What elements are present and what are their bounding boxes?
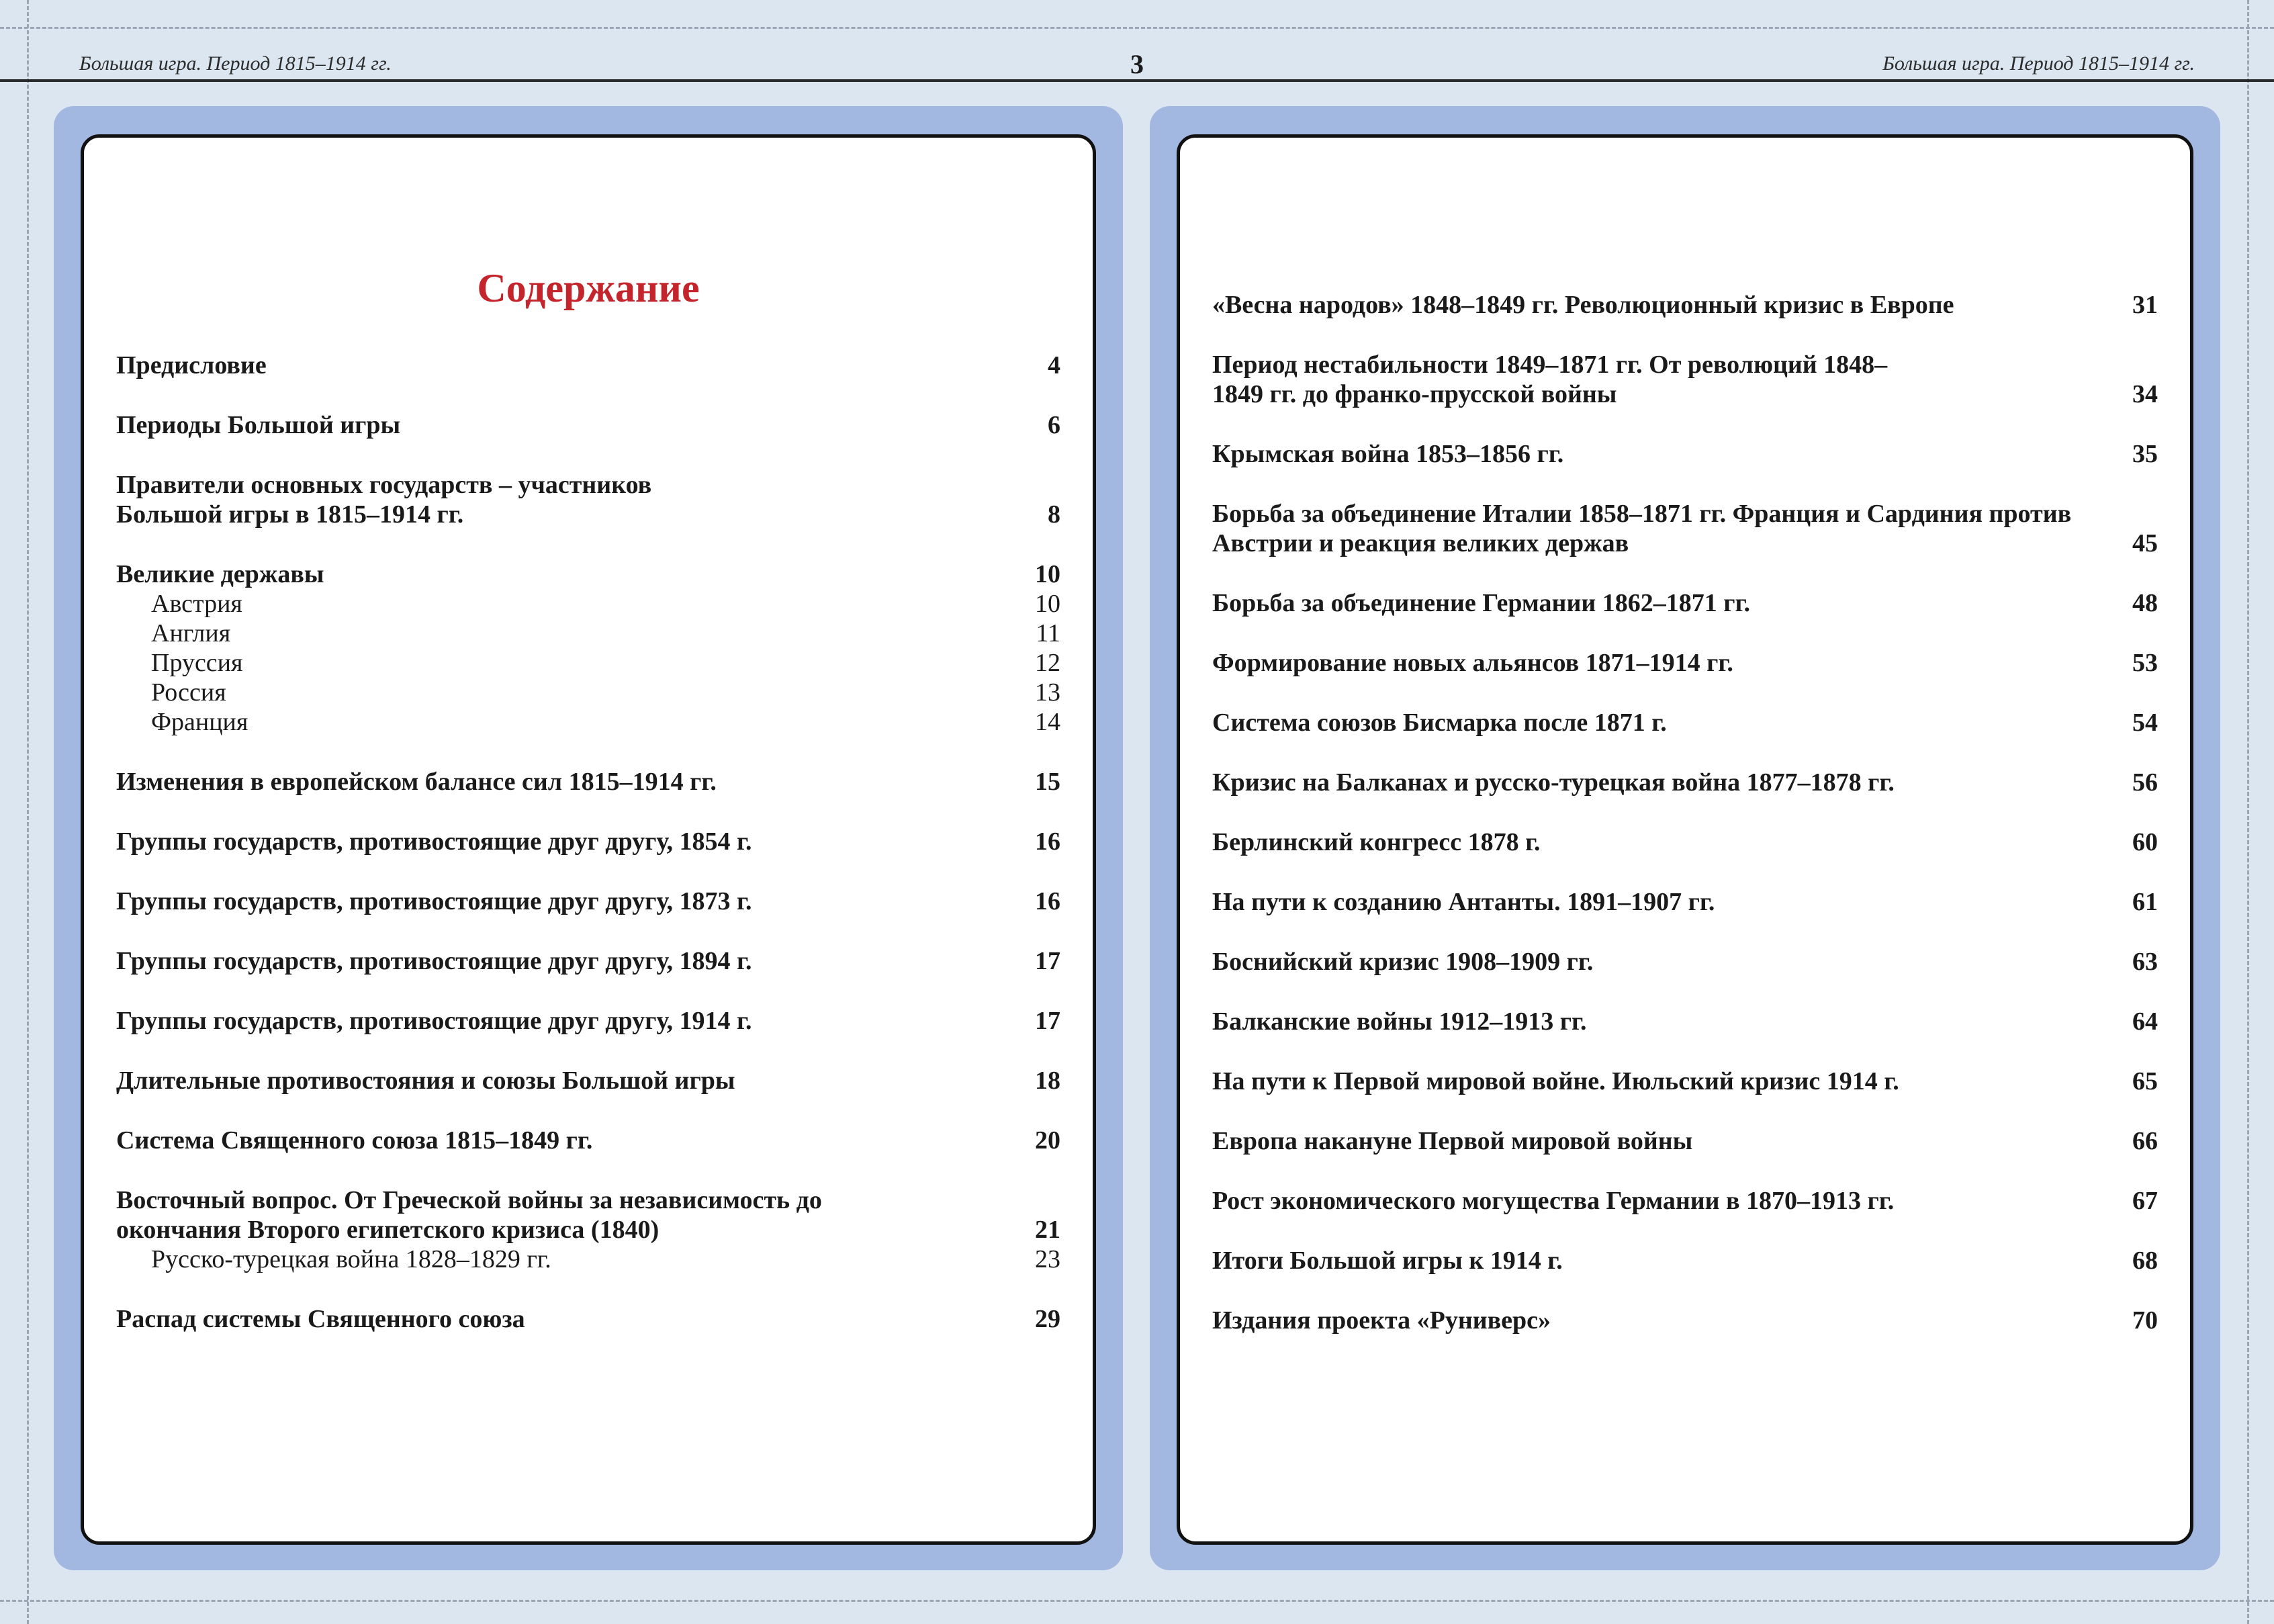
toc-subentry[interactable]: Франция 14 [151, 708, 1060, 736]
toc-entry[interactable]: На пути к созданию Антанты. 1891–1907 гг. 61 [1212, 888, 2158, 916]
toc-subentry[interactable]: Пруссия 12 [151, 649, 1060, 677]
toc-entry[interactable]: Группы государств, противостоящие друг другу, 1914 г. 17 [116, 1007, 1060, 1035]
toc-entry[interactable]: Предисловие 4 [116, 351, 1060, 379]
toc-entry[interactable]: Изменения в европейском балансе сил 1815–1914 гг. 15 [116, 768, 1060, 796]
trim-guide-bottom [0, 1600, 2274, 1602]
toc-entry[interactable]: Группы государств, противостоящие друг другу, 1854 г. 16 [116, 827, 1060, 856]
running-head-right: Большая игра. Период 1815–1914 гг. [1882, 52, 2195, 75]
running-head-left: Большая игра. Период 1815–1914 гг. [79, 52, 392, 75]
toc-entry[interactable]: Боснийский кризис 1908–1909 гг. 63 [1212, 948, 2158, 976]
toc-entry[interactable]: Периоды Большой игры 6 [116, 411, 1060, 439]
trim-guide-right [2247, 0, 2249, 1624]
trim-guide-left [27, 0, 29, 1624]
toc-entry[interactable]: Длительные противостояния и союзы Большой игры 18 [116, 1067, 1060, 1095]
toc-subentry[interactable]: Россия 13 [151, 678, 1060, 707]
toc-entry[interactable]: Группы государств, противостоящие друг другу, 1873 г. 16 [116, 887, 1060, 915]
toc-entry[interactable]: Крымская война 1853–1856 гг. 35 [1212, 440, 2158, 468]
toc-entry[interactable]: Восточный вопрос. От Греческой войны за независимость до окончания Второго египетского кризиса (1840) 21 [116, 1186, 1060, 1244]
toc-subentry[interactable]: Русско-турецкая война 1828–1829 гг. 23 [151, 1245, 1060, 1273]
toc-entry[interactable]: На пути к Первой мировой войне. Июльский кризис 1914 г. 65 [1212, 1067, 2158, 1095]
toc-entry[interactable]: Период нестабильности 1849–1871 гг. От революций 1848–1849 гг. до франко-прусской войны 34 [1212, 351, 2158, 408]
toc-entry[interactable]: Кризис на Балканах и русско-турецкая война 1877–1878 гг. 56 [1212, 768, 2158, 797]
toc-entry[interactable]: Берлинский конгресс 1878 г. 60 [1212, 828, 2158, 856]
header-rule [0, 79, 2274, 82]
trim-guide-top [0, 27, 2274, 29]
toc-title: Содержание [477, 266, 700, 310]
toc-subentry[interactable]: Австрия 10 [151, 590, 1060, 618]
toc-entry[interactable]: Борьба за объединение Германии 1862–1871 гг. 48 [1212, 589, 2158, 617]
toc-entry[interactable]: Правители основных государств – участников Большой игры в 1815–1914 гг. 8 [116, 471, 1060, 529]
left-page [81, 134, 1096, 1545]
toc-entry[interactable]: Формирование новых альянсов 1871–1914 гг. 53 [1212, 649, 2158, 677]
toc-entry[interactable]: Распад системы Священного союза 29 [116, 1305, 1060, 1333]
toc-entry[interactable]: Европа накануне Первой мировой войны 66 [1212, 1127, 2158, 1155]
toc-entry[interactable]: «Весна народов» 1848–1849 гг. Революционный кризис в Европе 31 [1212, 291, 2158, 319]
toc-entry[interactable]: Борьба за объединение Италии 1858–1871 гг. Франция и Сардиния против Австрии и реакция великих держав 45 [1212, 500, 2158, 557]
right-page-frame [1150, 106, 2220, 1570]
toc-subentry[interactable]: Англия 11 [151, 619, 1060, 647]
page-number: 3 [1130, 49, 1144, 79]
toc-entry[interactable]: Рост экономического могущества Германии в 1870–1913 гг. 67 [1212, 1187, 2158, 1215]
toc-entry[interactable]: Система союзов Бисмарка после 1871 г. 54 [1212, 709, 2158, 737]
toc-entry[interactable]: Великие державы 10 [116, 560, 1060, 588]
toc-entry[interactable]: Итоги Большой игры к 1914 г. 68 [1212, 1247, 2158, 1275]
toc-entry[interactable]: Система Священного союза 1815–1849 гг. 20 [116, 1126, 1060, 1155]
toc-entry[interactable]: Издания проекта «Руниверс» 70 [1212, 1306, 2158, 1335]
toc-entry[interactable]: Балканские войны 1912–1913 гг. 64 [1212, 1007, 2158, 1036]
left-page-frame [54, 106, 1123, 1570]
right-page [1177, 134, 2193, 1545]
toc-entry[interactable]: Группы государств, противостоящие друг другу, 1894 г. 17 [116, 947, 1060, 975]
